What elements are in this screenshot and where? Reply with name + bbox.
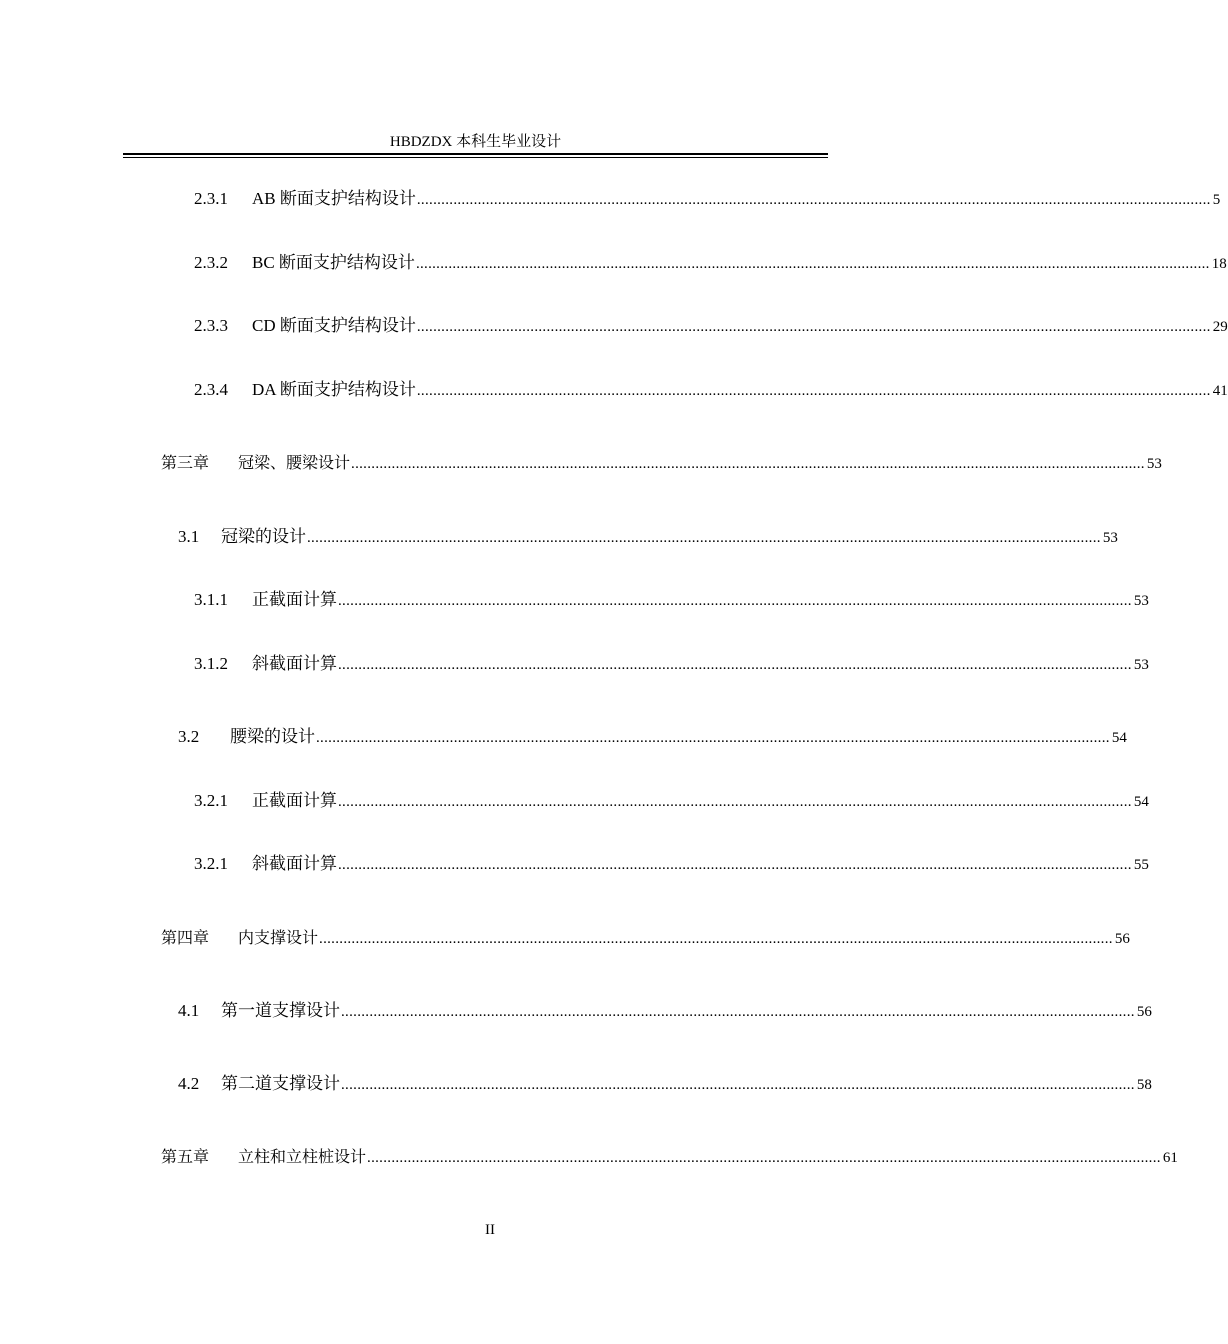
toc-dot-leader: .................................................................................................................................................................................................... (415, 256, 1210, 272)
toc-dot-leader: .................................................................................................................................................................................................... (338, 794, 1132, 810)
toc-entry-title: 冠梁、腰梁设计 (238, 453, 351, 472)
toc-entry-3-1-2[interactable] (194, 652, 1149, 676)
toc-entry-page: 18 (1211, 256, 1227, 272)
toc-dot-leader: .................................................................................................................................................................................................... (316, 730, 1110, 746)
toc-entry-title: 第一道支撑设计 (221, 1001, 340, 1020)
toc-entry-4-2[interactable] (178, 1072, 1152, 1096)
toc-dot-leader: .................................................................................................................................................................................................... (319, 931, 1113, 947)
toc-dot-leader: .................................................................................................................................................................................................... (351, 456, 1145, 472)
toc-entry-number: 2.3.2 (194, 253, 228, 272)
toc-dot-leader: .................................................................................................................................................................................................... (416, 319, 1211, 335)
toc-entry-3-2-1-b[interactable] (194, 852, 1149, 876)
toc-dot-leader: .................................................................................................................................................................................................... (416, 383, 1211, 399)
toc-entry-page: 41 (1212, 383, 1228, 399)
toc-entry-chapter-3[interactable] (161, 451, 1162, 475)
toc-entry-title: 斜截面计算 (252, 854, 337, 873)
toc-entry-title: DA 断面支护结构设计 (252, 380, 416, 399)
toc-dot-leader: .................................................................................................................................................................................................... (341, 1004, 1135, 1020)
toc-entry-number: 3.2.1 (194, 854, 228, 873)
page-number: II (485, 1222, 495, 1238)
toc-entry-2-3-4[interactable] (194, 378, 1228, 402)
toc-entry-page: 53 (1133, 593, 1149, 609)
toc-entry-page: 53 (1102, 530, 1118, 546)
page-header: HBDZDX 本科生毕业设计 (389, 134, 562, 150)
toc-entry-title: 腰梁的设计 (230, 727, 315, 746)
toc-entry-chapter-5[interactable] (161, 1145, 1178, 1169)
toc-entry-number: 2.3.1 (194, 189, 228, 208)
toc-entry-3-2-1-a[interactable] (194, 789, 1149, 813)
toc-entry-page: 56 (1136, 1004, 1152, 1020)
toc-entry-4-1[interactable] (178, 999, 1152, 1023)
toc-entry-number: 2.3.3 (194, 316, 228, 335)
toc-dot-leader: .................................................................................................................................................................................................... (338, 657, 1132, 673)
toc-entry-2-3-1[interactable] (194, 187, 1221, 211)
toc-dot-leader: .................................................................................................................................................................................................... (307, 530, 1101, 546)
toc-entry-number: 3.2.1 (194, 791, 228, 810)
toc-entry-page: 58 (1136, 1077, 1152, 1093)
toc-entry-title: 正截面计算 (252, 590, 337, 609)
toc-dot-leader: .................................................................................................................................................................................................... (416, 192, 1211, 208)
toc-entry-page: 5 (1212, 192, 1221, 208)
toc-entry-number: 3.1.1 (194, 590, 228, 609)
toc-entry-page: 61 (1162, 1150, 1178, 1166)
toc-entry-chapter-4[interactable] (161, 926, 1130, 950)
toc-entry-3-2[interactable] (178, 725, 1127, 749)
toc-entry-number: 3.2 (178, 727, 200, 746)
toc-entry-number: 3.1.2 (194, 654, 228, 673)
toc-entry-page: 53 (1133, 657, 1149, 673)
toc-entry-page: 54 (1111, 730, 1127, 746)
toc-entry-page: 55 (1133, 857, 1149, 873)
toc-dot-leader: .................................................................................................................................................................................................... (367, 1150, 1161, 1166)
toc-entry-title: 内支撑设计 (238, 928, 319, 947)
toc-dot-leader: .................................................................................................................................................................................................... (338, 857, 1132, 873)
toc-entry-title: 冠梁的设计 (221, 527, 306, 546)
header-rule-thin (123, 157, 828, 158)
header-rule-thick (123, 153, 828, 155)
toc-entry-page: 54 (1133, 794, 1149, 810)
toc-entry-title: 斜截面计算 (252, 654, 337, 673)
toc-entry-number: 第五章 (161, 1147, 210, 1166)
toc-entry-title: CD 断面支护结构设计 (252, 316, 416, 335)
toc-entry-page: 56 (1114, 931, 1130, 947)
toc-entry-3-1[interactable] (178, 525, 1118, 549)
toc-entry-3-1-1[interactable] (194, 588, 1149, 612)
toc-entry-number: 4.2 (178, 1074, 200, 1093)
toc-entry-number: 4.1 (178, 1001, 200, 1020)
toc-entry-title: AB 断面支护结构设计 (252, 189, 416, 208)
toc-entry-title: 正截面计算 (252, 791, 337, 810)
toc-entry-page: 29 (1212, 319, 1228, 335)
toc-entry-title: 第二道支撑设计 (221, 1074, 340, 1093)
toc-entry-2-3-2[interactable] (194, 251, 1227, 275)
toc-entry-number: 2.3.4 (194, 380, 228, 399)
toc-entry-number: 第四章 (161, 928, 210, 947)
toc-entry-title: BC 断面支护结构设计 (252, 253, 415, 272)
toc-dot-leader: .................................................................................................................................................................................................... (338, 593, 1132, 609)
toc-entry-2-3-3[interactable] (194, 314, 1228, 338)
toc-entry-page: 53 (1146, 456, 1162, 472)
toc-entry-number: 第三章 (161, 453, 210, 472)
toc-entry-number: 3.1 (178, 527, 200, 546)
toc-dot-leader: .................................................................................................................................................................................................... (341, 1077, 1135, 1093)
toc-entry-title: 立柱和立柱桩设计 (238, 1147, 367, 1166)
